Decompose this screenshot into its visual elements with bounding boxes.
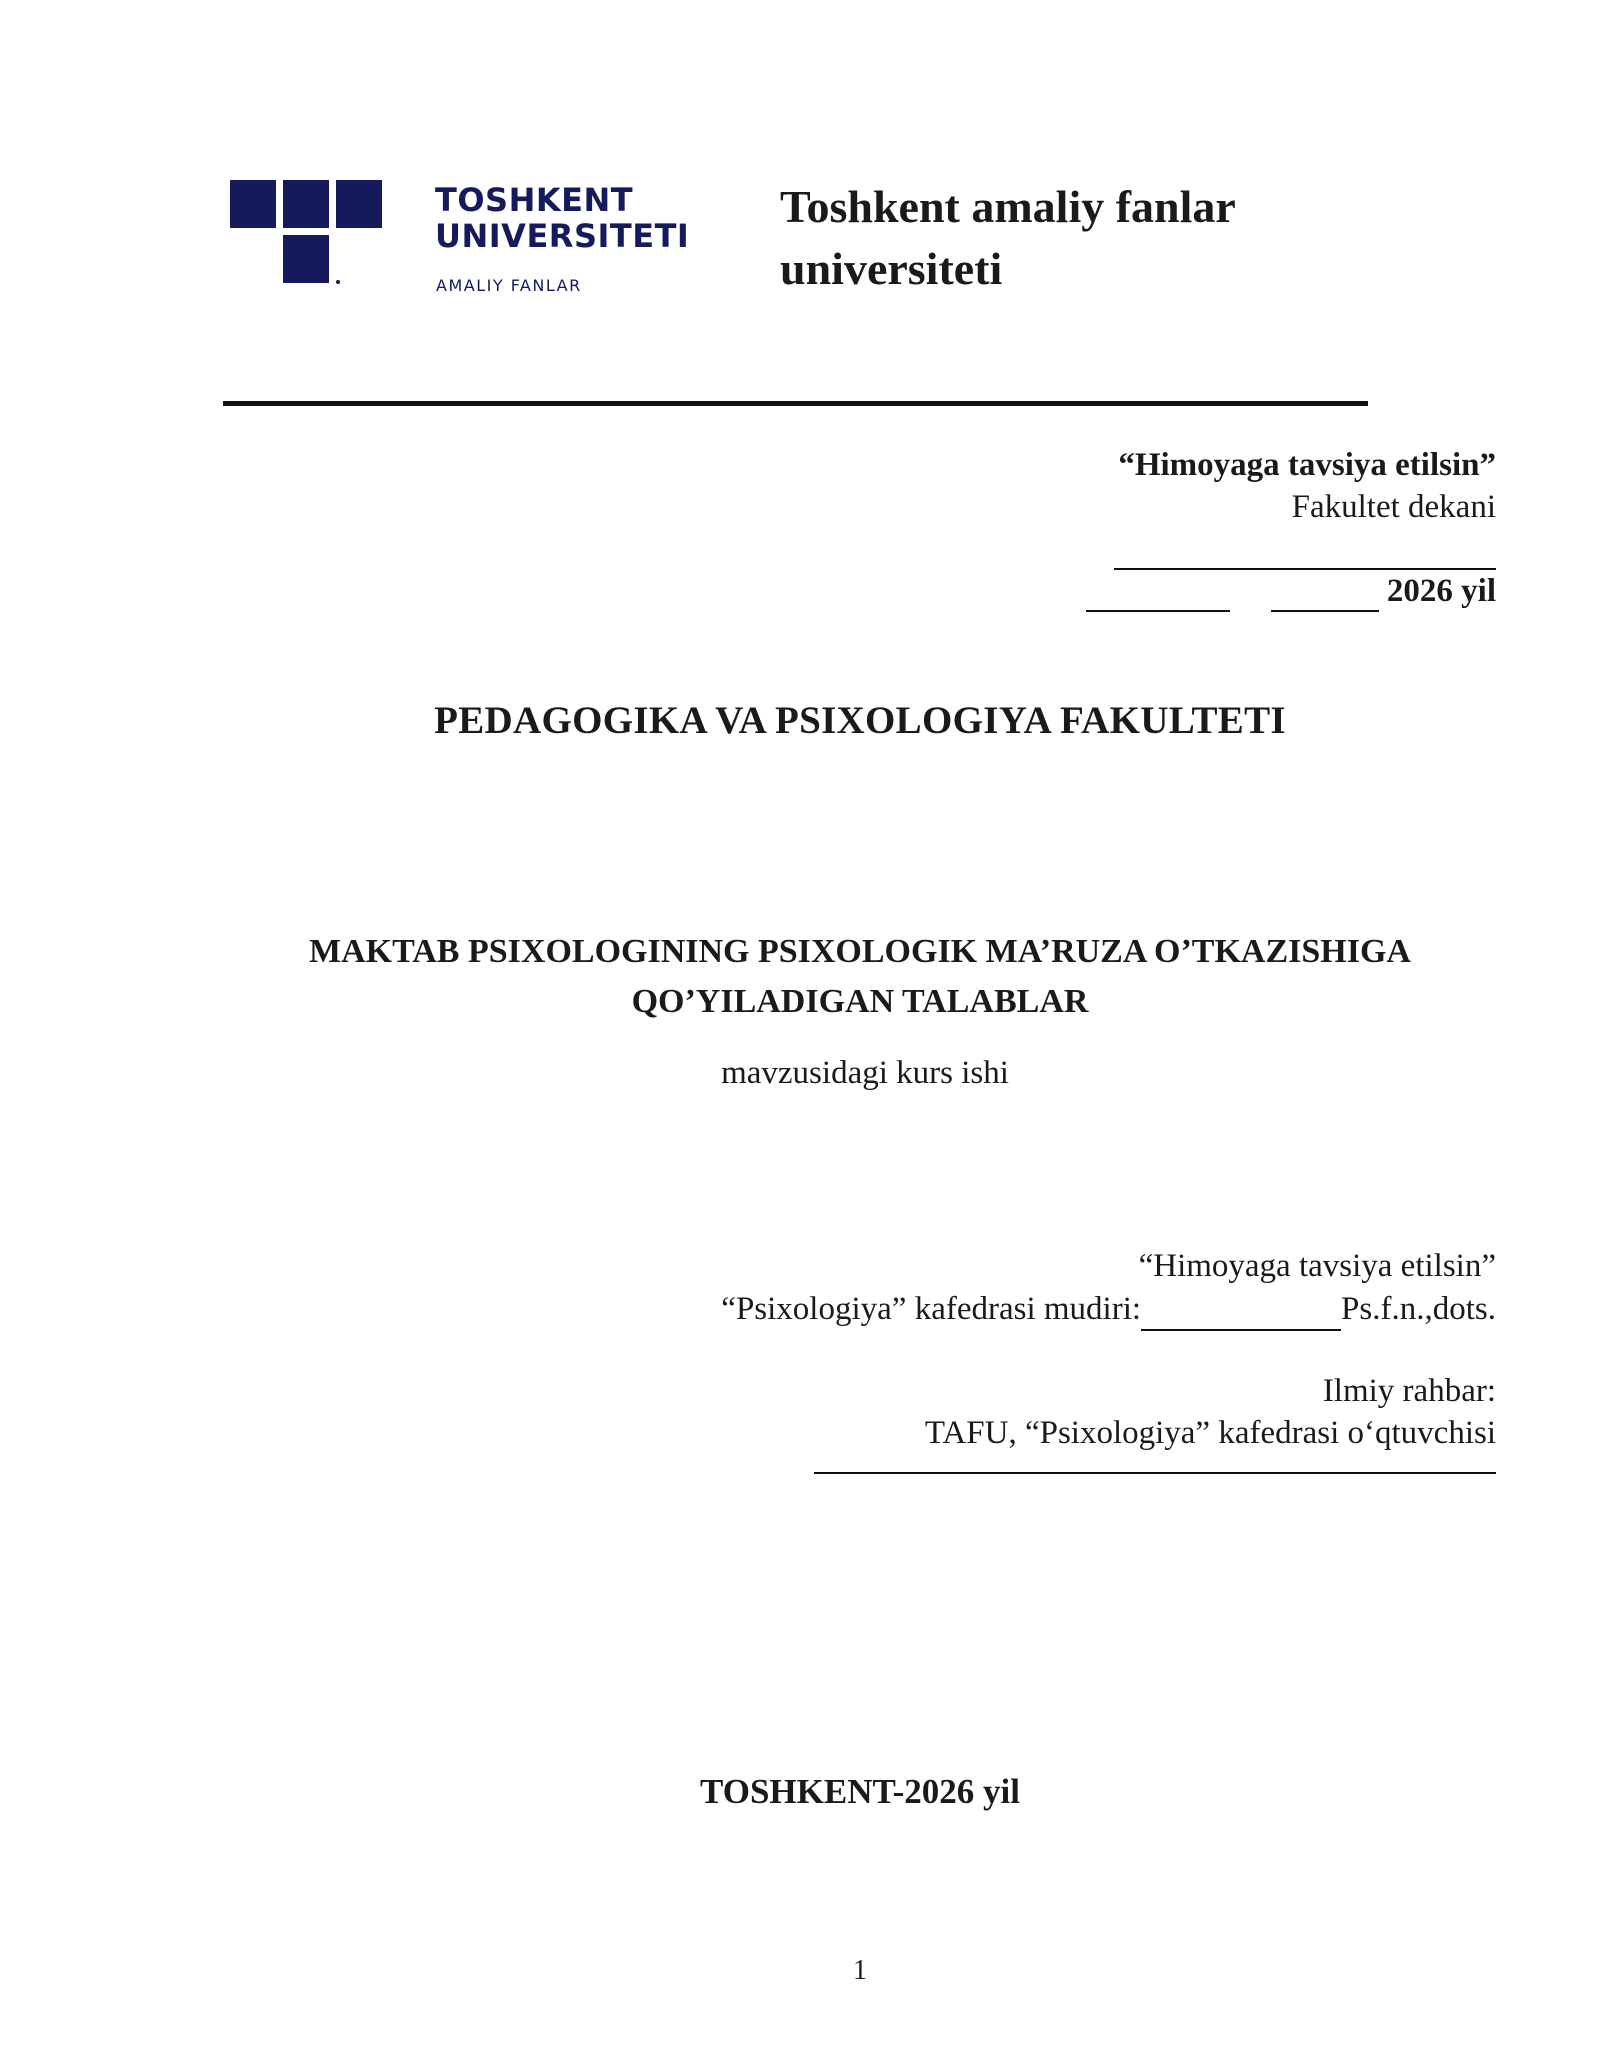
coursework-topic (200, 927, 1520, 1027)
faculty-heading: PEDAGOGIKA VA PSIXOLOGIYA FAKULTETI (434, 699, 1286, 742)
topic-line1: MAKTAB PSIXOLOGINING PSIXOLOGIK MA’RUZA O’TKAZISHIGA (309, 933, 1411, 970)
date-year-label: 2026 yil (1386, 573, 1496, 609)
date-month-blank (1271, 576, 1379, 612)
supervisor-signature-line (814, 1472, 1496, 1474)
university-title-line2: universiteti (780, 243, 1003, 294)
logo-wordmark-line1: TOSHKENT (435, 181, 634, 219)
department-head-row (721, 1288, 1496, 1331)
date-day-blank (1086, 576, 1230, 612)
department-approval-label: “Himoyaga tavsiya etilsin” (1138, 1248, 1496, 1284)
dean-approval-block (1086, 444, 1496, 612)
supervisor-block (925, 1370, 1496, 1454)
university-title (780, 176, 1380, 300)
department-approval-block (721, 1245, 1496, 1331)
university-title-line1: Toshkent amaliy fanlar (780, 181, 1236, 232)
logo-wordmark-line2: UNIVERSITETI (435, 217, 690, 255)
university-logo (230, 180, 690, 300)
dean-date-row (1086, 570, 1496, 612)
department-head-label: “Psixologiya” kafedrasi mudiri: (721, 1291, 1142, 1327)
topic-subtitle: mavzusidagi kurs ishi (721, 1055, 1009, 1091)
dean-signature-row (1086, 528, 1496, 570)
topic-line2: QO’YILADIGAN TALABLAR (631, 983, 1089, 1020)
dean-approval-label: “Himoyaga tavsiya etilsin” (1118, 447, 1496, 483)
supervisor-label: Ilmiy rahbar: (1322, 1373, 1496, 1409)
department-head-degree: Ps.f.n.,dots. (1341, 1291, 1496, 1327)
dean-role: Fakultet dekani (1291, 489, 1496, 525)
supervisor-position: TAFU, “Psixologiya” kafedrasi o‘qtuvchisi (924, 1415, 1496, 1451)
dean-signature-line (1114, 534, 1496, 570)
logo-wordmark-subtitle: AMALIY FANLAR (436, 276, 582, 295)
header-divider (223, 401, 1368, 406)
page-number: 1 (853, 1955, 867, 1986)
department-head-signature-line (1141, 1299, 1341, 1331)
city-year: TOSHKENT-2026 yil (700, 1772, 1020, 1811)
logo-squares-icon (230, 180, 430, 300)
